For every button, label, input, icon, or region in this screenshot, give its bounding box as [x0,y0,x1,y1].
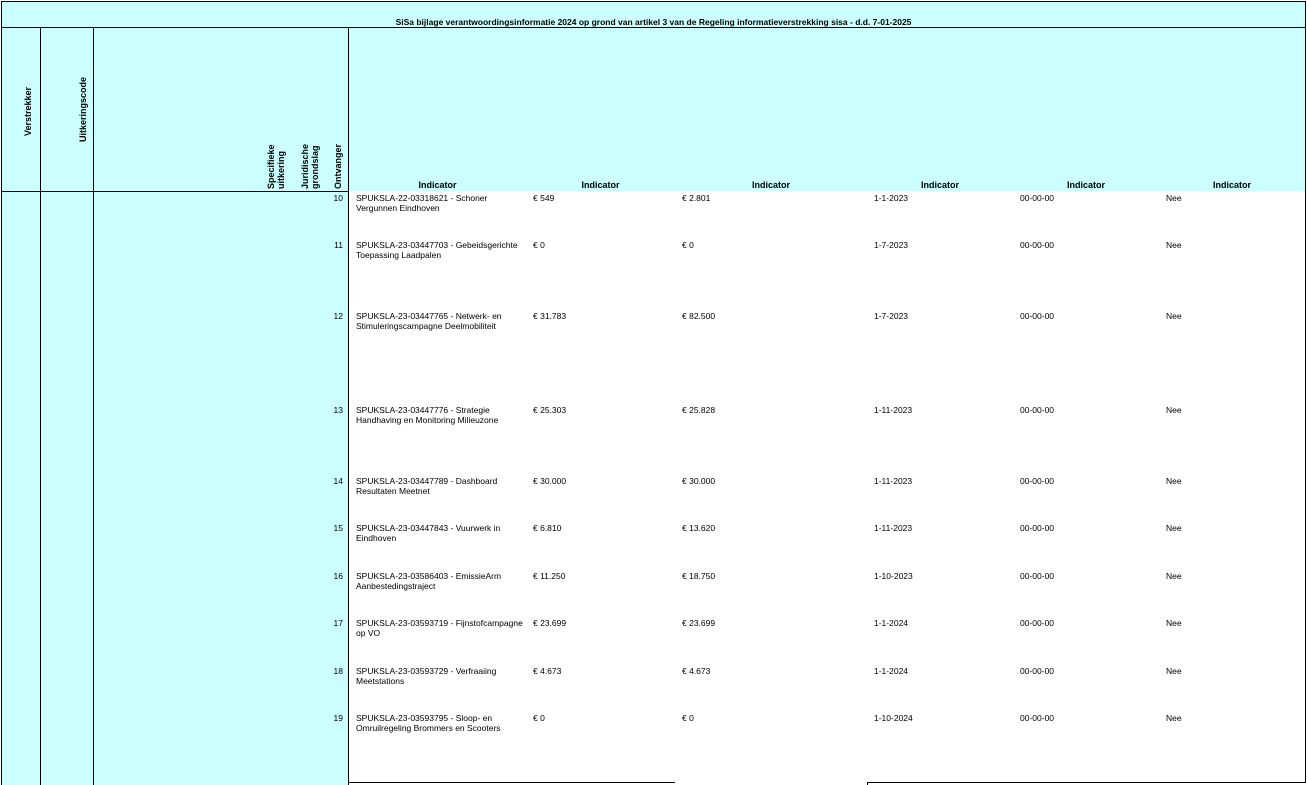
row-number: 13 [333,405,343,415]
table-cell: € 0 [675,238,868,310]
row-number: 18 [333,666,343,676]
row-number: 15 [333,523,343,533]
table-cell: Nee [1159,238,1306,310]
uitkeringscode-header: Uitkeringscode [78,76,88,142]
table-cell: 1-1-2024 [867,616,1014,665]
table-cell-description: SPUKSLA-23-03586403 - EmissieArm Aanbestedingstraject [348,569,527,617]
table-cell: € 31.783 [526,309,676,404]
table-cell: 1-11-2023 [867,403,1014,475]
table-cell: 00-00-00 [1013,238,1160,310]
table-cell: 1-11-2023 [867,521,1014,570]
table-cell: Nee [1159,616,1306,665]
table-cell-description: SPUKSLA-23-03593719 - Fijnstofcampagne op VO [348,616,527,665]
table-cell: 00-00-00 [1013,711,1160,783]
table-cell: 00-00-00 [1013,616,1160,665]
indicator-header-3: Indicator [675,28,868,192]
ontvanger-header: Ontvanger [333,143,343,189]
table-cell: € 0 [675,711,868,785]
verstrekker-header: Verstrekker [23,86,33,136]
table-cell: 00-00-00 [1013,474,1160,522]
row-number: 19 [333,713,343,723]
table-cell: € 549 [526,191,676,239]
table-cell-description: SPUKSLA-23-03447789 - Dashboard Resultaten Meetnet [348,474,527,522]
row-number: 12 [333,311,343,321]
table-cell: € 6.810 [526,521,676,570]
table-cell: € 30.000 [675,474,868,522]
indicator-header-6: Indicator [1159,28,1306,192]
table-cell: € 0 [526,711,676,783]
table-cell-description: SPUKSLA-22-03318621 - Schoner Vergunnen Eindhoven [348,191,527,239]
table-cell: Nee [1159,569,1306,617]
table-cell: 1-7-2023 [867,238,1014,310]
table-cell: € 82.500 [675,309,868,404]
table-cell: 00-00-00 [1013,309,1160,404]
indicator-header-2: Indicator [526,28,676,192]
table-cell-description: SPUKSLA-23-03447843 - Vuurwerk in Eindhoven [348,521,527,570]
table-cell: Nee [1159,521,1306,570]
table-cell: 1-7-2023 [867,309,1014,404]
row-number: 14 [333,476,343,486]
indicator-header-1: Indicator [348,28,527,192]
table-cell: Nee [1159,309,1306,404]
table-cell: € 23.699 [526,616,676,665]
table-cell: € 4.673 [526,664,676,712]
table-cell: € 4.673 [675,664,868,712]
juridische-grondslag-header-line1: Juridische [300,143,310,189]
table-cell: € 25.828 [675,403,868,475]
row-number: 11 [334,240,343,250]
row-number: 10 [333,193,343,203]
table-cell-description: SPUKSLA-23-03593729 - Verfraaiing Meetstations [348,664,527,712]
table-cell: 00-00-00 [1013,191,1160,239]
table-cell: € 11.250 [526,569,676,617]
table-cell: Nee [1159,711,1306,783]
table-cell: € 0 [526,238,676,310]
table-cell: € 13.620 [675,521,868,570]
table-cell: € 30.000 [526,474,676,522]
specifieke-uitkering-header-line2: uitkering [276,150,286,189]
table-cell-description: SPUKSLA-23-03447703 - Gebeidsgerichte Toepassing Laadpalen [348,238,527,310]
row-number: 16 [333,571,343,581]
table-cell: Nee [1159,403,1306,475]
row-number: 17 [333,618,343,628]
table-cell: € 2.801 [675,191,868,239]
table-cell: Nee [1159,191,1306,239]
table-cell: Nee [1159,664,1306,712]
indicator-header-5: Indicator [1013,28,1160,192]
table-cell: 00-00-00 [1013,521,1160,570]
indicator-header-4: Indicator [867,28,1014,192]
table-cell: 1-10-2024 [867,711,1014,783]
verstrekker-column [1,28,41,785]
report-title: SiSa bijlage verantwoordingsinformatie 2024 op grond van artikel 3 van de Regeling informatieverstrekking sisa - d.d. 7-01-2025 [1,1,1306,28]
table-cell: € 18.750 [675,569,868,617]
table-cell: € 23.699 [675,616,868,665]
specifieke-uitkering-header-line1: Specifieke [266,144,276,189]
table-cell: 00-00-00 [1013,569,1160,617]
table-cell: 00-00-00 [1013,403,1160,475]
table-cell-description: SPUKSLA-23-03447776 - Strategie Handhaving en Monitoring Milieuzone [348,403,527,475]
table-cell-description: SPUKSLA-23-03447765 - Netwerk- en Stimuleringscampagne Deelmobiliteit [348,309,527,404]
table-cell: 1-10-2023 [867,569,1014,617]
table-cell: € 25.303 [526,403,676,475]
table-cell: 00-00-00 [1013,664,1160,712]
juridische-grondslag-header-line2: grondslag [310,145,320,189]
table-cell: 1-1-2023 [867,191,1014,239]
table-cell: 1-11-2023 [867,474,1014,522]
table-cell: 1-1-2024 [867,664,1014,712]
table-cell: Nee [1159,474,1306,522]
table-cell-description: SPUKSLA-23-03593795 - Sloop- en Omruilregeling Brommers en Scooters [348,711,527,783]
